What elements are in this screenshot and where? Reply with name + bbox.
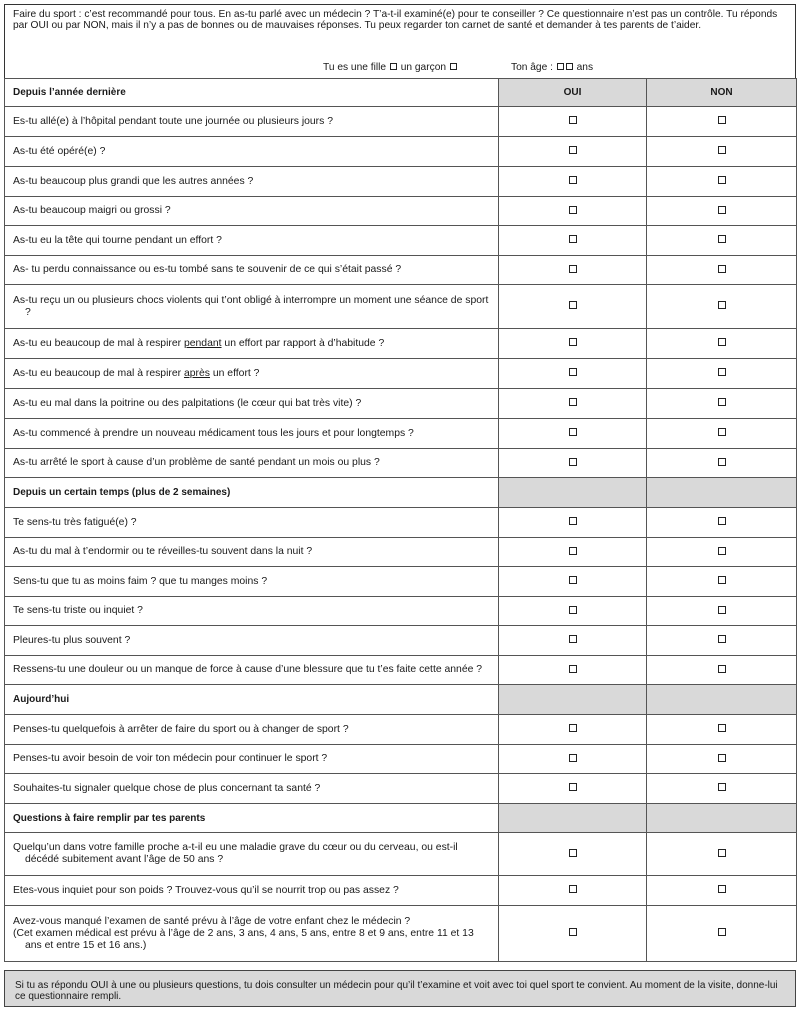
- intro-panel: [4, 4, 796, 78]
- no-checkbox[interactable]: [718, 665, 726, 673]
- table-cell: [5, 359, 499, 389]
- table-cell: [647, 419, 797, 449]
- table-cell: [499, 329, 647, 359]
- table-cell: [499, 107, 647, 137]
- question-text: Pleures-tu plus souvent ?: [13, 634, 131, 646]
- question-row: [5, 107, 797, 137]
- yes-checkbox[interactable]: [569, 724, 577, 732]
- footer-notice: [4, 970, 796, 1007]
- yes-checkbox[interactable]: [569, 301, 577, 309]
- question-row: [5, 167, 797, 197]
- table-cell: [499, 656, 647, 685]
- question-text: Quelqu’un dans votre famille proche a-t-il eu une maladie grave du cœur ou du cerveau, ou est-il décédé subitement avant l’âge de 50 ans ?: [13, 842, 458, 865]
- table-cell: [647, 685, 797, 715]
- no-checkbox[interactable]: [718, 368, 726, 376]
- table-cell: [499, 197, 647, 226]
- question-note: (Cet examen médical est prévu à l’âge de 2 ans, 3 ans, 4 ans, 5 ans, entre 8 et 9 ans, entre 11 et 13 ans et entre 15 et 16 ans.): [13, 927, 474, 951]
- table-cell: [647, 774, 797, 804]
- table-cell: [5, 656, 499, 685]
- question-text: As- tu perdu connaissance ou es-tu tombé sans te souvenir de ce qui s’était passé ?: [13, 264, 402, 275]
- question-row: [5, 833, 797, 876]
- table-cell: [647, 389, 797, 419]
- table-cell: [5, 567, 499, 597]
- table-cell: [5, 107, 499, 137]
- question-text: Avez-vous manqué l’examen de santé prévu à l’âge de votre enfant chez le médecin ?: [13, 915, 411, 927]
- question-text: As-tu beaucoup maigri ou grossi ?: [13, 205, 171, 216]
- question-text: As-tu reçu un ou plusieurs chocs violents qui t’ont obligé à interrompre un moment une séance de sport ?: [13, 294, 489, 318]
- table-cell: [5, 906, 499, 962]
- table-cell: [5, 508, 499, 538]
- question-text: Etes-vous inquiet pour son poids ? Trouvez-vous qu’il se nourrit trop ou pas assez ?: [13, 884, 399, 896]
- question-row: [5, 359, 797, 389]
- table-cell: [647, 745, 797, 774]
- question-text: As-tu arrêté le sport à cause d’un problème de santé pendant un mois ou plus ?: [13, 457, 380, 468]
- yes-checkbox[interactable]: [569, 547, 577, 555]
- yes-checkbox[interactable]: [569, 849, 577, 857]
- table-cell: [499, 508, 647, 538]
- table-cell: [647, 656, 797, 685]
- no-checkbox[interactable]: [718, 606, 726, 614]
- question-row: [5, 508, 797, 538]
- table-cell: [5, 167, 499, 197]
- emphasis-word: après: [183, 367, 210, 379]
- yes-checkbox[interactable]: [569, 428, 577, 436]
- table-cell: [499, 226, 647, 256]
- table-cell: [499, 715, 647, 745]
- table-cell: [647, 256, 797, 285]
- no-checkbox[interactable]: [718, 116, 726, 124]
- no-checkbox[interactable]: [718, 754, 726, 762]
- yes-checkbox[interactable]: [569, 754, 577, 762]
- question-text: Te sens-tu triste ou inquiet ?: [13, 605, 143, 616]
- question-row: [5, 876, 797, 906]
- table-cell: [499, 359, 647, 389]
- column-header-no: NON: [647, 79, 797, 107]
- table-cell: [5, 137, 499, 167]
- question-row: [5, 745, 797, 774]
- age-digit-2-box[interactable]: [566, 63, 573, 70]
- intro-text: Faire du sport : c’est recommandé pour tous. En as-tu parlé avec un médecin ? T’a-t-il examiné(e) pour te conseiller ? Ce questionnaire n’est pas un contrôle. Tu réponds par OUI ou par NON, mais il n’y a pas de bonnes ou de mauvaises réponses. Tu peux regarder ton carnet de santé et demander à tes parents de t’aider.: [13, 9, 778, 31]
- no-checkbox[interactable]: [718, 265, 726, 273]
- question-row: [5, 626, 797, 656]
- table-cell: [499, 745, 647, 774]
- table-cell: [499, 449, 647, 478]
- question-text: Penses-tu avoir besoin de voir ton médecin pour continuer le sport ?: [13, 753, 328, 764]
- no-checkbox[interactable]: [718, 301, 726, 309]
- table-cell: [499, 876, 647, 906]
- section-title: Aujourd’hui: [5, 685, 499, 715]
- no-checkbox[interactable]: [718, 428, 726, 436]
- table-cell: [499, 597, 647, 626]
- table-cell: [499, 804, 647, 833]
- question-text: Es-tu allé(e) à l’hôpital pendant toute une journée ou plusieurs jours ?: [13, 115, 334, 127]
- question-text: Penses-tu quelquefois à arrêter de faire du sport ou à changer de sport ?: [13, 723, 349, 735]
- yes-checkbox[interactable]: [569, 338, 577, 346]
- section-header-row: [5, 79, 797, 107]
- yes-checkbox[interactable]: [569, 885, 577, 893]
- table-cell: [647, 167, 797, 197]
- table-cell: [647, 285, 797, 329]
- table-cell: [499, 419, 647, 449]
- no-checkbox[interactable]: [718, 398, 726, 406]
- table-cell: [499, 626, 647, 656]
- no-checkbox[interactable]: [718, 235, 726, 243]
- table-cell: [647, 197, 797, 226]
- table-cell: [5, 774, 499, 804]
- girl-label: Tu es une fille: [323, 62, 387, 73]
- question-text: As-tu eu la tête qui tourne pendant un effort ?: [13, 234, 222, 246]
- table-cell: [499, 167, 647, 197]
- yes-checkbox[interactable]: [569, 116, 577, 124]
- questionnaire-table: [4, 78, 797, 962]
- footer-text: Si tu as répondu OUI à une ou plusieurs questions, tu dois consulter un médecin pour qu’il t’examine et voit avec toi quel sport te convient. Au moment de la visite, donne-lui ce questionnaire rempli.: [15, 980, 778, 1002]
- table-cell: [5, 876, 499, 906]
- table-cell: [647, 597, 797, 626]
- yes-checkbox[interactable]: [569, 398, 577, 406]
- question-row: [5, 567, 797, 597]
- table-cell: [647, 359, 797, 389]
- question-row: [5, 715, 797, 745]
- yes-checkbox[interactable]: [569, 606, 577, 614]
- boy-checkbox[interactable]: [450, 63, 457, 70]
- table-cell: [5, 833, 499, 876]
- question-row: [5, 597, 797, 626]
- yes-checkbox[interactable]: [569, 458, 577, 466]
- section-title: Questions à faire remplir par tes parents: [5, 804, 499, 833]
- table-cell: [647, 833, 797, 876]
- table-cell: [5, 389, 499, 419]
- table-cell: [5, 538, 499, 567]
- question-row: [5, 226, 797, 256]
- no-checkbox[interactable]: [718, 635, 726, 643]
- question-text: As-tu eu beaucoup de mal à respirer après un effort ?: [13, 367, 260, 379]
- table-cell: [5, 715, 499, 745]
- question-text: Ressens-tu une douleur ou un manque de force à cause d’une blessure que tu t’es faite cette année ?: [13, 664, 483, 675]
- table-cell: [5, 197, 499, 226]
- question-text: As-tu du mal à t’endormir ou te réveilles-tu souvent dans la nuit ?: [13, 546, 313, 557]
- no-checkbox[interactable]: [718, 885, 726, 893]
- table-cell: [647, 567, 797, 597]
- no-checkbox[interactable]: [718, 849, 726, 857]
- table-cell: [499, 137, 647, 167]
- no-checkbox[interactable]: [718, 576, 726, 584]
- table-cell: [5, 285, 499, 329]
- table-cell: [647, 876, 797, 906]
- table-cell: [499, 256, 647, 285]
- question-row: [5, 329, 797, 359]
- question-row: [5, 774, 797, 804]
- yes-checkbox[interactable]: [569, 235, 577, 243]
- section-title: Depuis l’année dernière: [5, 79, 499, 107]
- table-cell: [5, 745, 499, 774]
- no-checkbox[interactable]: [718, 783, 726, 791]
- question-text: As-tu eu mal dans la poitrine ou des palpitations (le cœur qui bat très vite) ?: [13, 397, 362, 409]
- question-text: Sens-tu que tu as moins faim ? que tu manges moins ?: [13, 575, 268, 587]
- question-row: [5, 419, 797, 449]
- table-cell: [499, 538, 647, 567]
- no-checkbox[interactable]: [718, 146, 726, 154]
- no-checkbox[interactable]: [718, 928, 726, 936]
- table-cell: [5, 226, 499, 256]
- question-row: [5, 656, 797, 685]
- no-checkbox[interactable]: [718, 547, 726, 555]
- table-cell: [5, 449, 499, 478]
- table-cell: [647, 329, 797, 359]
- table-cell: [499, 478, 647, 508]
- yes-checkbox[interactable]: [569, 206, 577, 214]
- question-text: As-tu eu beaucoup de mal à respirer pendant un effort par rapport à d’habitude ?: [13, 337, 385, 349]
- question-row: [5, 197, 797, 226]
- section-header-row: [5, 685, 797, 715]
- question-row: [5, 389, 797, 419]
- yes-checkbox[interactable]: [569, 576, 577, 584]
- no-checkbox[interactable]: [718, 724, 726, 732]
- no-checkbox[interactable]: [718, 338, 726, 346]
- yes-checkbox[interactable]: [569, 265, 577, 273]
- question-text: As-tu été opéré(e) ?: [13, 145, 106, 157]
- yes-checkbox[interactable]: [569, 635, 577, 643]
- table-cell: [5, 256, 499, 285]
- table-cell: [499, 567, 647, 597]
- table-cell: [499, 389, 647, 419]
- question-text: As-tu beaucoup plus grandi que les autres années ?: [13, 175, 254, 187]
- table-cell: [647, 478, 797, 508]
- table-cell: [5, 597, 499, 626]
- boy-label: un garçon: [400, 62, 447, 73]
- table-cell: [647, 715, 797, 745]
- table-cell: [499, 833, 647, 876]
- yes-checkbox[interactable]: [569, 368, 577, 376]
- gender-choice: [323, 62, 458, 73]
- table-cell: [647, 449, 797, 478]
- yes-checkbox[interactable]: [569, 783, 577, 791]
- age-digit-1-box[interactable]: [557, 63, 564, 70]
- section-header-row: [5, 804, 797, 833]
- question-text: Souhaites-tu signaler quelque chose de plus concernant ta santé ?: [13, 782, 321, 794]
- no-checkbox[interactable]: [718, 458, 726, 466]
- no-checkbox[interactable]: [718, 176, 726, 184]
- question-row: [5, 906, 797, 962]
- question-row: [5, 449, 797, 478]
- yes-checkbox[interactable]: [569, 665, 577, 673]
- question-text: As-tu commencé à prendre un nouveau médicament tous les jours et pour longtemps ?: [13, 427, 414, 439]
- question-text: Te sens-tu très fatigué(e) ?: [13, 516, 137, 528]
- table-cell: [647, 137, 797, 167]
- table-cell: [647, 906, 797, 962]
- question-row: [5, 137, 797, 167]
- age-field: [511, 62, 593, 73]
- no-checkbox[interactable]: [718, 517, 726, 525]
- yes-checkbox[interactable]: [569, 928, 577, 936]
- yes-checkbox[interactable]: [569, 146, 577, 154]
- table-cell: [499, 774, 647, 804]
- question-row: [5, 538, 797, 567]
- table-cell: [5, 329, 499, 359]
- section-header-row: [5, 478, 797, 508]
- table-cell: [647, 107, 797, 137]
- no-checkbox[interactable]: [718, 206, 726, 214]
- table-cell: [499, 685, 647, 715]
- question-row: [5, 256, 797, 285]
- table-cell: [647, 804, 797, 833]
- table-cell: [499, 906, 647, 962]
- age-unit: ans: [576, 62, 594, 73]
- yes-checkbox[interactable]: [569, 176, 577, 184]
- table-cell: [5, 419, 499, 449]
- question-row: [5, 285, 797, 329]
- table-cell: [647, 626, 797, 656]
- table-cell: [647, 508, 797, 538]
- column-header-yes: OUI: [499, 79, 647, 107]
- table-cell: [499, 285, 647, 329]
- girl-checkbox[interactable]: [390, 63, 397, 70]
- emphasis-word: pendant: [183, 337, 222, 349]
- table-cell: [647, 226, 797, 256]
- age-label: Ton âge :: [511, 62, 553, 73]
- table-cell: [5, 626, 499, 656]
- section-title: Depuis un certain temps (plus de 2 semaines): [5, 478, 499, 508]
- yes-checkbox[interactable]: [569, 517, 577, 525]
- table-cell: [647, 538, 797, 567]
